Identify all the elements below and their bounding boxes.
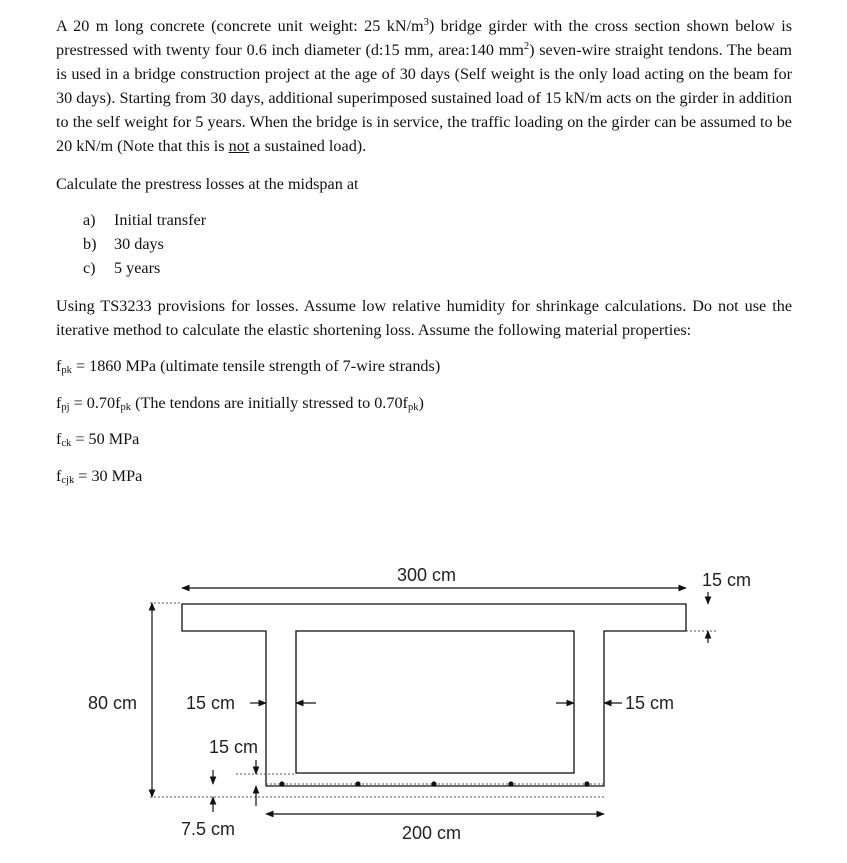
list-item-text: 5 years <box>114 259 161 277</box>
property-symbol: f <box>56 430 62 448</box>
intro-text-3: ) seven-wire straight tendons. The beam is used in a bridge construction project at the age of 30 days (Self weight is the only load acting on the beam for 30 days). Starting from 30 days, additional superimposed sustained load of 15 kN/m acts on the girder in addition to the self weight for 5 years. When the bridge is in service, the traffic loading on the girder can be assumed to be 20 kN/m (Note that this is <box>56 41 792 155</box>
property-subscript: pk <box>120 401 132 413</box>
property-symbol: f <box>56 357 62 375</box>
tendon-dot <box>584 781 589 786</box>
right-web-label: 15 cm <box>625 693 675 713</box>
property-subscript: pj <box>61 401 70 413</box>
property-value: = 0.70f <box>69 393 121 412</box>
list-item-text: Initial transfer <box>114 211 207 229</box>
intro-superscript-1: 3 <box>423 17 429 28</box>
property-subscript: pk <box>407 401 419 413</box>
property-subscript: pk <box>61 365 72 376</box>
cover-label: 7.5 cm <box>181 819 236 839</box>
intro-text-2: ) bridge girder with the cross section shown below is prestressed with twenty four 0.6 inch diameter (d:15 mm, area:140 mm <box>56 17 792 59</box>
section-void <box>296 631 574 773</box>
property-subscript: cjk <box>61 474 75 486</box>
property-symbol: f <box>56 393 62 412</box>
property-symbol: f <box>56 466 62 485</box>
tendon-dot <box>279 781 284 786</box>
top-width-label: 300 cm <box>397 565 457 585</box>
left-web-label: 15 cm <box>186 693 236 713</box>
intro-superscript-2: 2 <box>523 41 530 52</box>
bottom-slab-label: 15 cm <box>209 737 259 757</box>
property-value: = 1860 MPa (ultimate tensile strength of 7-wire strands) <box>71 357 441 375</box>
property-value: = 30 MPa <box>74 466 143 485</box>
property-subscript: ck <box>61 438 72 449</box>
question-text: Calculate the prestress losses at the midspan at <box>56 175 359 193</box>
tendon-dot <box>431 781 436 786</box>
intro-underlined-not: not <box>228 137 250 155</box>
list-item-label: c) <box>83 259 96 277</box>
height-label: 80 cm <box>88 693 138 713</box>
flange-thickness-label: 15 cm <box>702 570 752 590</box>
tendon-dot <box>508 781 513 786</box>
list-item-label: a) <box>83 211 96 229</box>
tendon-dot <box>355 781 360 786</box>
provisions-paragraph: Using TS3233 provisions for losses. Assume low relative humidity for shrinkage calculations. Do not use the iterative method to calculate the elastic shortening loss. Assume the following material properties: <box>56 297 792 339</box>
list-item-label: b) <box>83 235 97 253</box>
intro-text-1: A 20 m long concrete (concrete unit weight: 25 kN/m <box>56 17 424 35</box>
property-value: = 50 MPa <box>71 430 140 448</box>
property-note: (The tendons are initially stressed to 0.70f <box>131 393 408 412</box>
property-note-end: ) <box>418 393 424 412</box>
list-item-text: 30 days <box>114 235 164 253</box>
intro-text-4: a sustained load). <box>249 137 367 155</box>
bottom-width-label: 200 cm <box>402 823 462 843</box>
